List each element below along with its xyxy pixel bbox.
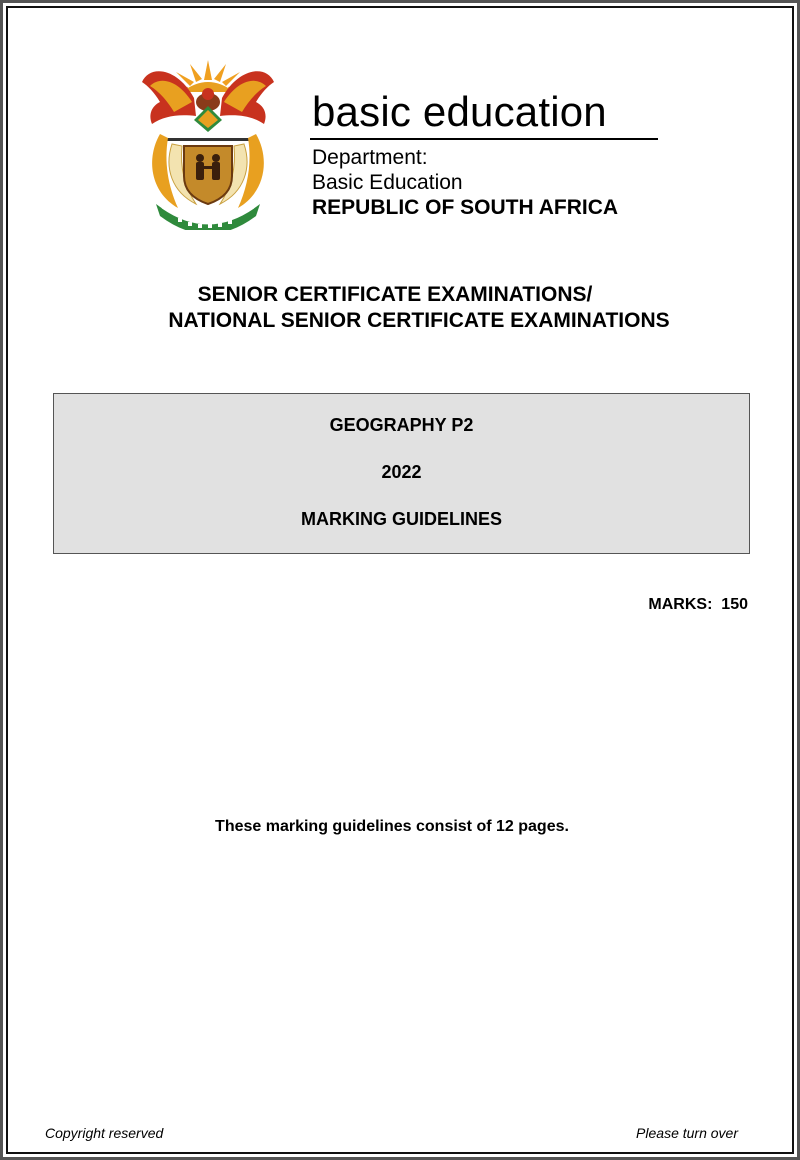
exam-title-line2: NATIONAL SENIOR CERTIFICATE EXAMINATIONS [168, 309, 670, 332]
exam-title-line1: SENIOR CERTIFICATE EXAMINATIONS/ [197, 283, 593, 306]
coat-of-arms-icon [138, 58, 278, 230]
document-type: MARKING GUIDELINES [300, 509, 502, 529]
copyright-footer: Copyright reserved [45, 1125, 164, 1141]
department-name: Basic Education [312, 171, 463, 194]
subject-title: GEOGRAPHY P2 [329, 415, 474, 435]
total-marks: MARKS: 150 [648, 596, 748, 613]
brand-divider [310, 138, 658, 140]
exam-year: 2022 [381, 462, 422, 482]
brand-title: basic education [312, 88, 607, 135]
turn-over-footer: Please turn over [636, 1125, 738, 1141]
subject-box [53, 393, 750, 554]
page-count-note: These marking guidelines consist of 12 pages. [215, 818, 569, 835]
republic-name: REPUBLIC OF SOUTH AFRICA [312, 196, 619, 219]
department-label: Department: [312, 146, 428, 169]
